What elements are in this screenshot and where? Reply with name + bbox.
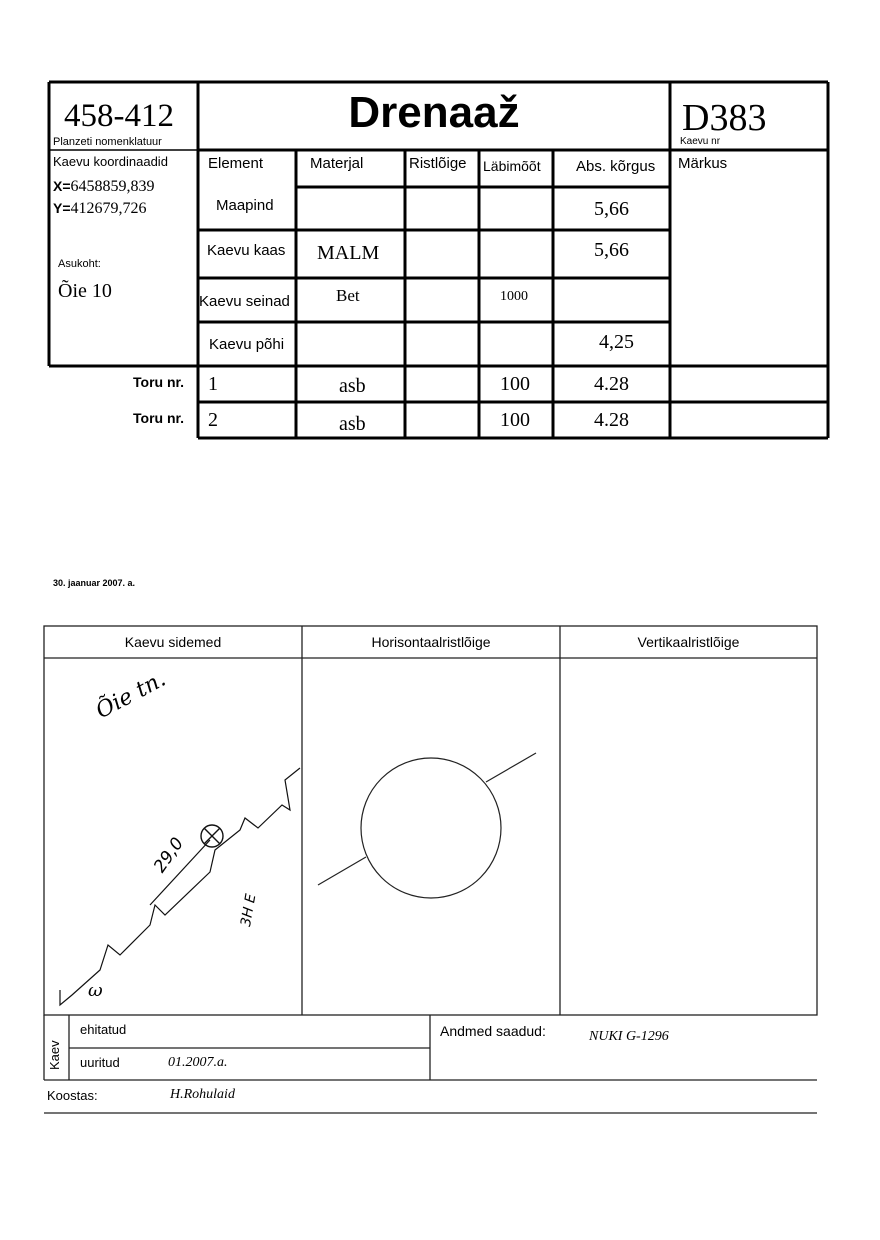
y-coordinate: [53, 200, 147, 218]
row-material: MALM: [317, 242, 380, 264]
author-label: Koostas:: [47, 1088, 98, 1103]
house-annotation: 3H E: [238, 892, 260, 928]
col-header-notes: Märkus: [678, 155, 728, 172]
well-number-label: Kaevu nr: [680, 136, 721, 147]
panel-header-horizontal: Horisontaalristlõige: [371, 634, 491, 650]
pipe-label: Toru nr.: [133, 410, 185, 426]
row-element: Kaevu kaas: [207, 242, 286, 259]
cross-section-drawing: [318, 753, 536, 898]
y-value: 412679,726: [70, 200, 147, 217]
nomenclature-label: Planzeti nomenklatuur: [53, 136, 162, 148]
corner-annotation: ω: [88, 980, 103, 1001]
built-label: ehitatud: [80, 1022, 127, 1037]
pipe-number: 2: [208, 409, 218, 431]
row-element: Maapind: [216, 197, 274, 214]
house-outline-sketch: [60, 768, 300, 1005]
panel-header-vertical: Vertikaalristlõige: [637, 634, 740, 650]
location-value: Õie 10: [58, 280, 112, 302]
col-header-elevation: Abs. kõrgus: [576, 158, 656, 175]
row-diameter: 1000: [500, 289, 528, 304]
page-title: Drenaaž: [348, 88, 520, 137]
row-element: Kaevu seinad: [199, 293, 290, 310]
col-header-element: Element: [208, 155, 264, 172]
pipe-elevation: 4.28: [594, 373, 629, 395]
pipe-elevation: 4.28: [594, 409, 629, 431]
pipe-material: asb: [339, 413, 366, 435]
well-number: D383: [682, 97, 767, 139]
row-material: Bet: [336, 286, 360, 305]
row-elevation: 4,25: [599, 331, 634, 353]
document-date: 30. jaanuar 2007. a.: [53, 578, 136, 588]
pipe-material: asb: [339, 375, 366, 397]
street-annotation: Õie tn.: [92, 666, 171, 725]
x-coordinate: [53, 178, 155, 196]
row-element: Kaevu põhi: [209, 336, 285, 353]
distance-annotation: 29,0: [150, 833, 189, 877]
footer-side-label: Kaev: [47, 1040, 62, 1070]
col-header-diameter: Läbimõõt: [483, 158, 541, 174]
pipe-diameter: 100: [500, 373, 530, 395]
pipe-number: 1: [208, 373, 218, 395]
panel-header-connections: Kaevu sidemed: [124, 634, 222, 650]
x-value: 6458859,839: [70, 178, 155, 195]
well-symbol: [201, 825, 223, 847]
col-header-material: Materjal: [310, 155, 364, 172]
pipe-label: Toru nr.: [133, 374, 185, 390]
x-label: X=: [53, 178, 71, 194]
author-value: H.Rohulaid: [170, 1087, 235, 1102]
row-elevation: 5,66: [594, 198, 629, 220]
nomenclature-value: 458-412: [64, 98, 174, 134]
y-label: Y=: [53, 200, 71, 216]
data-source-value: NUKI G-1296: [589, 1029, 669, 1044]
measured-value: 01.2007.a.: [168, 1055, 228, 1070]
coords-label: Kaevu koordinaadid: [53, 154, 168, 169]
data-source-label: Andmed saadud:: [440, 1023, 546, 1039]
row-elevation: 5,66: [594, 239, 629, 261]
pipe-diameter: 100: [500, 409, 530, 431]
col-header-cross-section: Ristlõige: [409, 155, 467, 172]
location-label: Asukoht:: [58, 258, 101, 270]
measured-label: uuritud: [80, 1055, 120, 1070]
